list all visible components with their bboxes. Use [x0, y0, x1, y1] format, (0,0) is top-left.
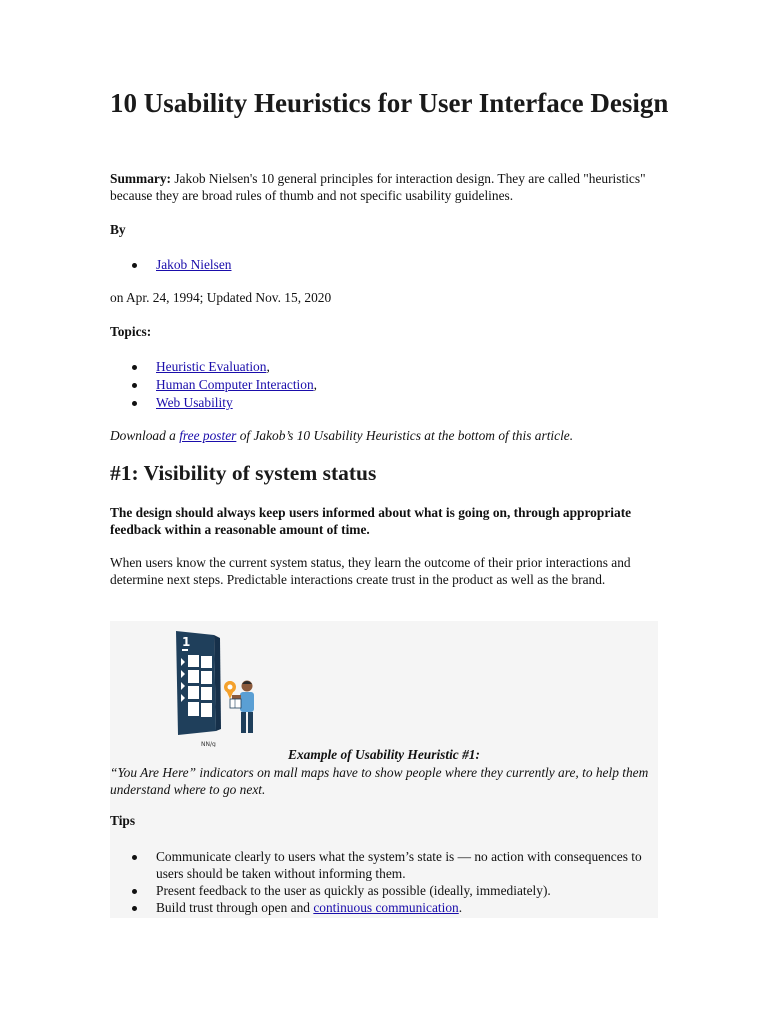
topic-separator: ,: [266, 359, 270, 374]
download-prefix: Download a: [110, 428, 180, 443]
tip-item: [110, 848, 658, 882]
summary: [110, 170, 658, 204]
topic-item: [110, 394, 317, 412]
svg-text:NN/g: NN/g: [201, 741, 216, 747]
tip-text: Communicate clearly to users what the system’s state is — no action with consequences to users should be taken without informing them.: [156, 849, 642, 881]
page-title: 10 Usability Heuristics for User Interface Design: [110, 88, 669, 118]
tip-text: Present feedback to the user as quickly as possible (ideally, immediately).: [156, 883, 551, 898]
example-box: [110, 621, 658, 918]
section-body: When users know the current system status, they learn the outcome of their prior interactions and determine next steps. Predictable interactions create trust in the product as well as the brand.: [110, 555, 631, 587]
topic-link-hci[interactable]: Human Computer Interaction: [156, 377, 314, 392]
mall-map-illustration: [174, 629, 264, 747]
tip-item: [110, 899, 658, 916]
publish-date: on Apr. 24, 1994; Updated Nov. 15, 2020: [110, 290, 332, 305]
topic-separator: ,: [313, 377, 318, 392]
topics-list: [110, 358, 317, 412]
continuous-communication-link[interactable]: continuous communication: [313, 900, 459, 915]
author-link[interactable]: Jakob Nielsen: [156, 257, 232, 272]
topic-link-web-usability[interactable]: Web Usability: [156, 395, 233, 410]
topic-item: [110, 358, 317, 376]
free-poster-link[interactable]: free poster: [179, 428, 237, 443]
section-heading: #1: Visibility of system status: [110, 461, 377, 485]
tip-item: [110, 882, 658, 899]
list-item: [110, 256, 232, 274]
by-label: By: [110, 222, 126, 237]
author-list: [110, 256, 232, 274]
tip-text: Build trust through open and: [156, 900, 314, 915]
summary-text: Jakob Nielsen's 10 general principles for interaction design. They are called "heuristics" because they are broad rules of thumb and not specific usability guidelines.: [110, 171, 646, 203]
tips-label: Tips: [110, 813, 136, 828]
tips-list: [110, 848, 658, 916]
example-caption-text: “You Are Here” indicators on mall maps have to show people where they currently are, to help them understand where to go next.: [110, 765, 649, 797]
download-note: [110, 428, 573, 444]
topics-label: Topics:: [110, 324, 152, 339]
download-suffix: of Jakob’s 10 Usability Heuristics at the bottom of this article.: [236, 428, 574, 443]
tip-suffix: .: [458, 900, 463, 915]
topic-item: [110, 376, 317, 394]
svg-text:1: 1: [182, 635, 191, 649]
summary-label: Summary:: [110, 171, 171, 186]
section-lead: The design should always keep users informed about what is going on, through appropriate feedback within a reasonable amount of time.: [110, 505, 632, 537]
topic-link-heuristic-evaluation[interactable]: Heuristic Evaluation: [156, 359, 267, 374]
example-caption-title: Example of Usability Heuristic #1:: [288, 747, 480, 762]
